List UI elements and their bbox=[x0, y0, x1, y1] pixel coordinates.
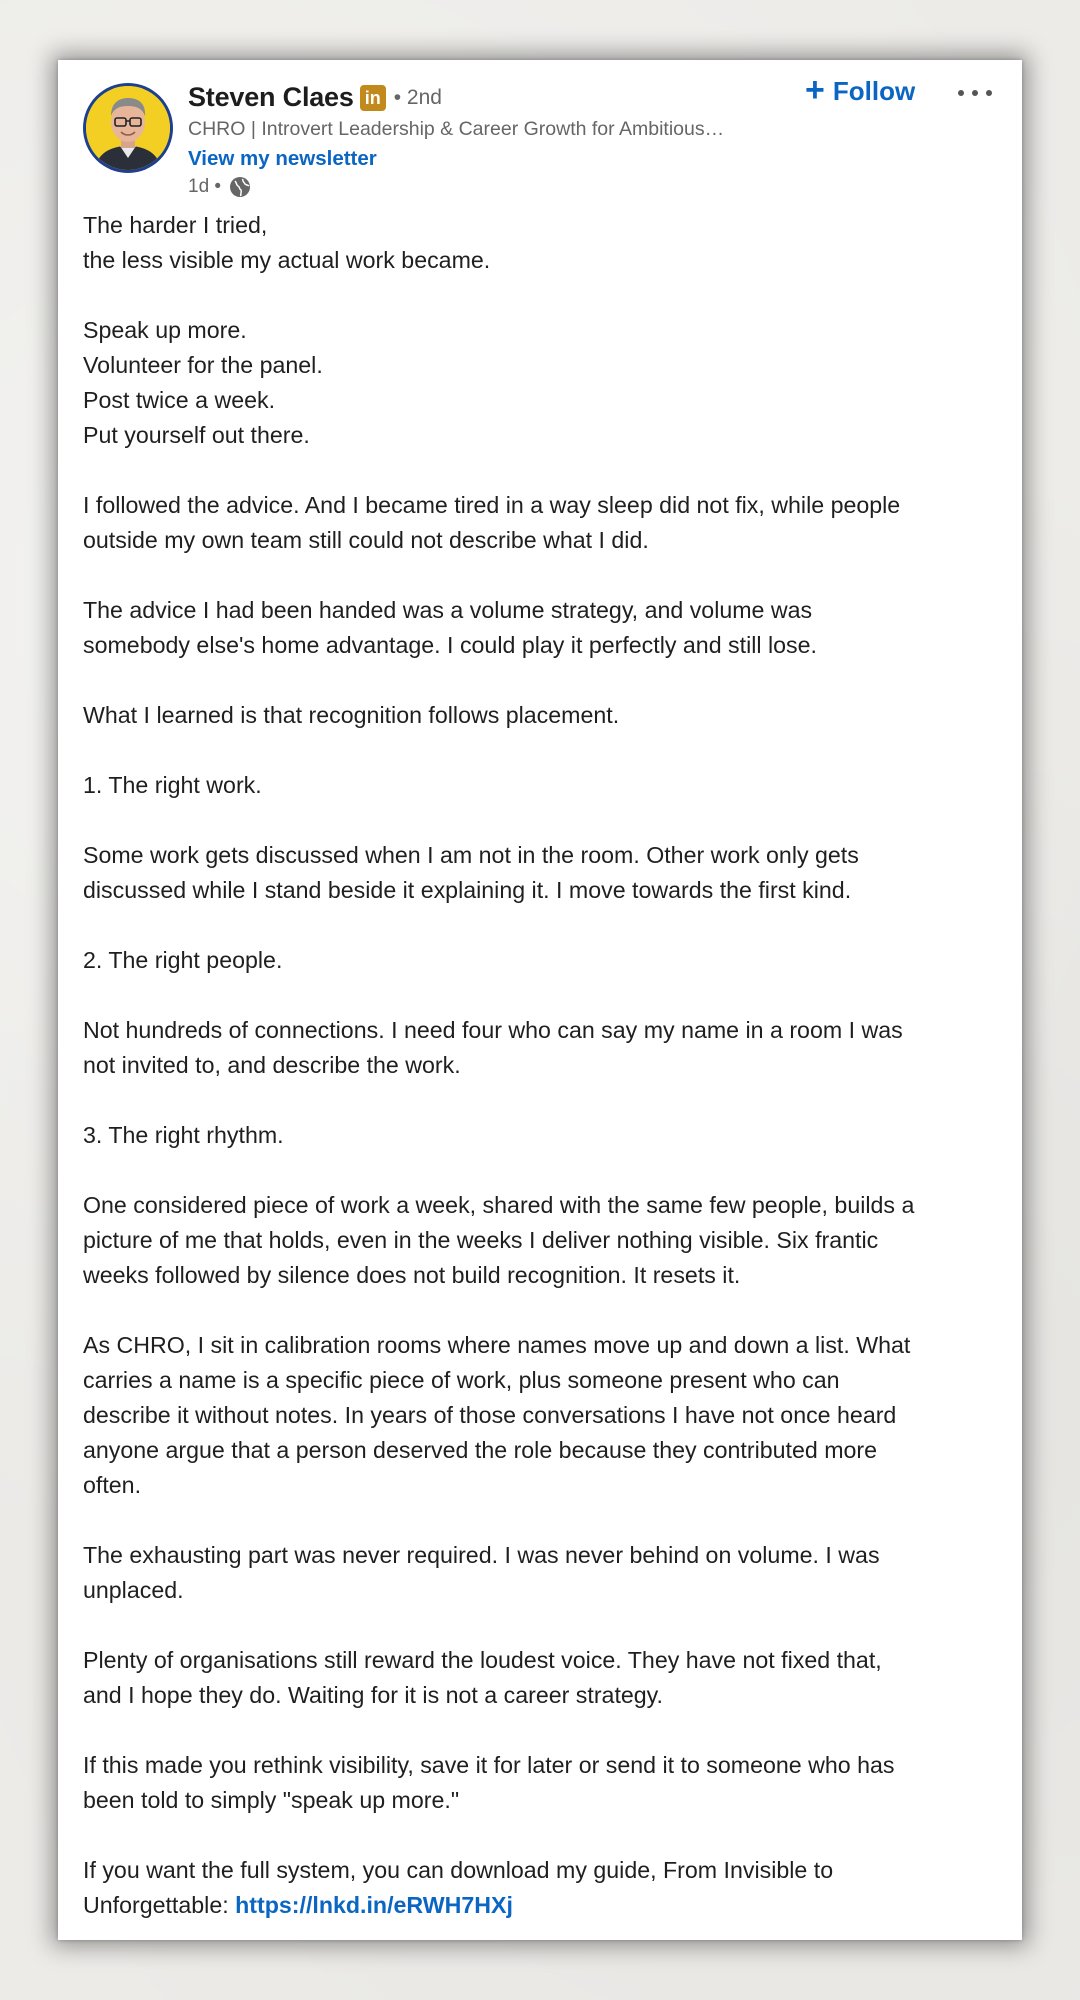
post-paragraph: One considered piece of work a week, shared with the same few people, builds a picture of me that holds, even in the weeks I deliver nothing visible. Six frantic weeks followed by silence does not build recognition. It resets it. bbox=[83, 1192, 915, 1288]
post-paragraph: The harder I tried, the less visible my actual work became. bbox=[83, 212, 491, 273]
post-list-heading: 3. The right rhythm. bbox=[83, 1122, 284, 1148]
post-paragraph: The advice I had been handed was a volume strategy, and volume was somebody else's home advantage. I could play it perfectly and still lose. bbox=[83, 597, 817, 658]
follow-label: Follow bbox=[832, 76, 916, 106]
post-time: 1d • bbox=[188, 176, 222, 197]
post-list-heading: 2. The right people. bbox=[83, 947, 283, 973]
guide-link[interactable]: https://lnkd.in/eRWH7HXj bbox=[235, 1892, 513, 1918]
post-paragraph: The exhausting part was never required. I was never behind on volume. I was unplaced. bbox=[83, 1542, 880, 1603]
post-header bbox=[58, 60, 1022, 210]
post-card bbox=[58, 60, 1022, 1940]
author-name-row bbox=[188, 82, 442, 113]
linkedin-premium-icon: in bbox=[360, 85, 386, 111]
connection-degree: • 2nd bbox=[393, 85, 442, 109]
post-list-heading: 1. The right work. bbox=[83, 772, 262, 798]
author-name[interactable]: Steven Claes bbox=[188, 82, 354, 112]
author-avatar[interactable] bbox=[86, 86, 170, 170]
post-paragraph: Not hundreds of connections. I need four who can say my name in a room I was not invited to, and describe the work. bbox=[83, 1017, 903, 1078]
post-paragraph: As CHRO, I sit in calibration rooms where names move up and down a list. What carries a name is a specific piece of work, plus someone present who can describe it without notes. In years of those conversations I have not once heard anyone argue that a person deserved the role because they contributed more often. bbox=[83, 1332, 911, 1498]
post-paragraph: If you want the full system, you can download my guide, From Invisible to Unforgettable: https://lnkd.in/eRWH7HXj bbox=[83, 1857, 834, 1918]
plus-icon: + bbox=[805, 71, 825, 109]
globe-icon bbox=[229, 176, 251, 198]
follow-button[interactable] bbox=[805, 71, 916, 109]
post-paragraph: Some work gets discussed when I am not in the room. Other work only gets discussed while I stand beside it explaining it. I move towards the first kind. bbox=[83, 842, 859, 903]
post-paragraph: Plenty of organisations still reward the loudest voice. They have not fixed that, and I hope they do. Waiting for it is not a career strategy. bbox=[83, 1647, 882, 1708]
post-paragraph: If this made you rethink visibility, save it for later or send it to someone who has been told to simply "speak up more." bbox=[83, 1752, 895, 1813]
post-paragraph: What I learned is that recognition follows placement. bbox=[83, 702, 620, 728]
post-paragraph: Speak up more. Volunteer for the panel. Post twice a week. Put yourself out there. bbox=[83, 317, 323, 448]
view-newsletter-link[interactable]: View my newsletter bbox=[188, 147, 377, 170]
author-photo bbox=[86, 86, 170, 170]
post-paragraph: I followed the advice. And I became tired in a way sleep did not fix, while people outside my own team still could not describe what I did. bbox=[83, 492, 901, 553]
author-headline: CHRO | Introvert Leadership & Career Growth for Ambitious… bbox=[188, 118, 725, 140]
post-meta bbox=[188, 176, 251, 198]
post-body bbox=[83, 208, 1013, 1923]
more-options-icon[interactable] bbox=[958, 78, 992, 108]
